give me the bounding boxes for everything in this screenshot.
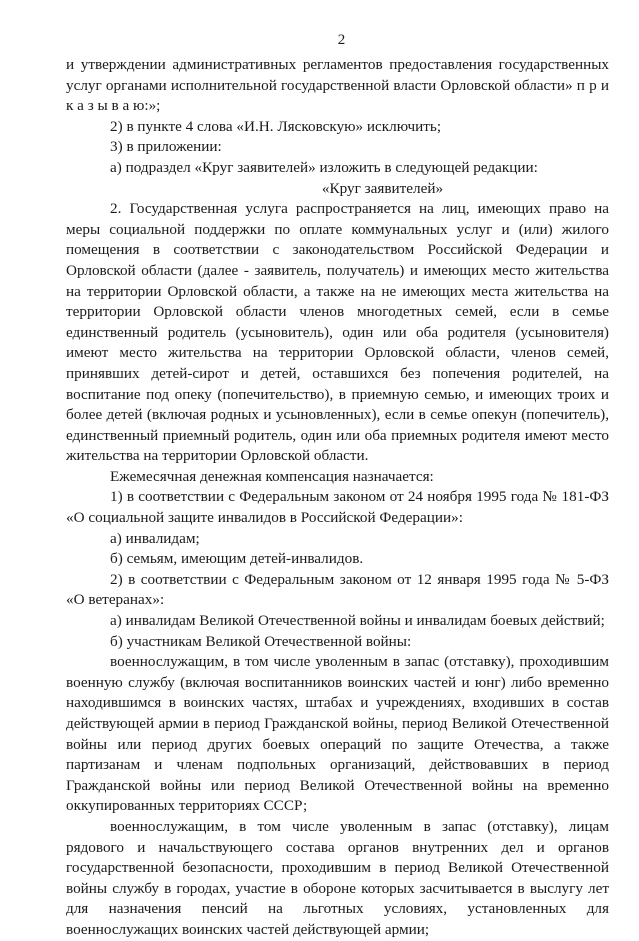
page-number: 2 — [337, 32, 346, 48]
paragraph-law-5: 2) в соответствии с Федеральным законом от 12 января 1995 года № 5-ФЗ «О ветеранах»: — [66, 570, 609, 609]
paragraph-compensation-intro: Ежемесячная денежная компенсация назначается: — [110, 467, 434, 485]
list-item-war-disabled: а) инвалидам Великой Отечественной войны и инвалидам боевых действий; — [110, 612, 605, 630]
document-body — [66, 55, 609, 941]
paragraph-law-181: 1) в соответствии с Федеральным законом от 24 ноября 1995 года № 181-ФЗ «О социальной защите инвалидов в Российской Федерации»: — [66, 488, 609, 527]
paragraph-subitem-a: а) подраздел «Круг заявителей» изложить в следующей редакции: — [110, 158, 538, 176]
list-item-disabled: а) инвалидам; — [110, 529, 200, 547]
list-item-war-participants: б) участникам Великой Отечественной войны: — [110, 632, 412, 650]
paragraph-item-2: 2) в пункте 4 слова «И.Н. Лясковскую» исключить; — [110, 117, 442, 135]
paragraph-applicants-scope: 2. Государственная услуга распространяется на лиц, имеющих право на меры социальной поддержки по оплате коммунальных услуг и (или) жилого помещения в соответствии с законодательством Российской Федерации и Орловской области (далее - заявитель, получатель) и имеющих место жительства на территории Орловской области, а также на не имеющих места жительства на территории Орловской области членов многодетных семей, если в семье единственный родитель (усыновитель), один или оба родителя (усыновителя) имеют место жительства на территории Орловской области, членов семей, принявших детей-сирот и детей, оставшихся без попечения родителей, на воспитание под опеку (попечительство), в приемную семью, и имеющих троих и более детей (включая родных и усыновленных), если в семье опекун (попечитель), единственный приемный родитель, один или оба приемных родителя имеют место жительства на территории Орловской области. — [66, 200, 609, 465]
paragraph-item-3: 3) в приложении: — [110, 138, 222, 156]
paragraph-order-clause: и утверждении административных регламентов предоставления государственных услуг органами исполнительной государственной власти Орловской области» п р и к а з ы в а ю:»; — [66, 56, 609, 115]
list-item-families: б) семьям, имеющим детей-инвалидов. — [110, 550, 364, 568]
paragraph-servicemen-2: военнослужащим, в том числе уволенным в запас (отставку), лицам рядового и начальствующего состава органов внутренних дел и органов государственной безопасности, проходившим в период Великой Отечественной войны службу в городах, участие в обороне которых засчитывается в выслугу лет для назначения пенсий на льготных условиях, установленных для военнослужащих воинских частей действующей армии; — [66, 817, 609, 938]
paragraph-servicemen-1: военнослужащим, в том числе уволенным в запас (отставку), проходившим военную службу (включая воспитанников воинских частей и юнг) либо временно находившимся в воинских частях, штабах и учреждениях, входивших в состав действующей армии в период Гражданской войны, период Великой Отечественной войны или период других боевых операций по защите Отечества, а также партизанам и членам подпольных организаций, действовавших в период Гражданской войны или период Великой Отечественной войны на временно оккупированных территориях СССР; — [66, 653, 609, 815]
section-heading: «Круг заявителей» — [321, 179, 444, 197]
